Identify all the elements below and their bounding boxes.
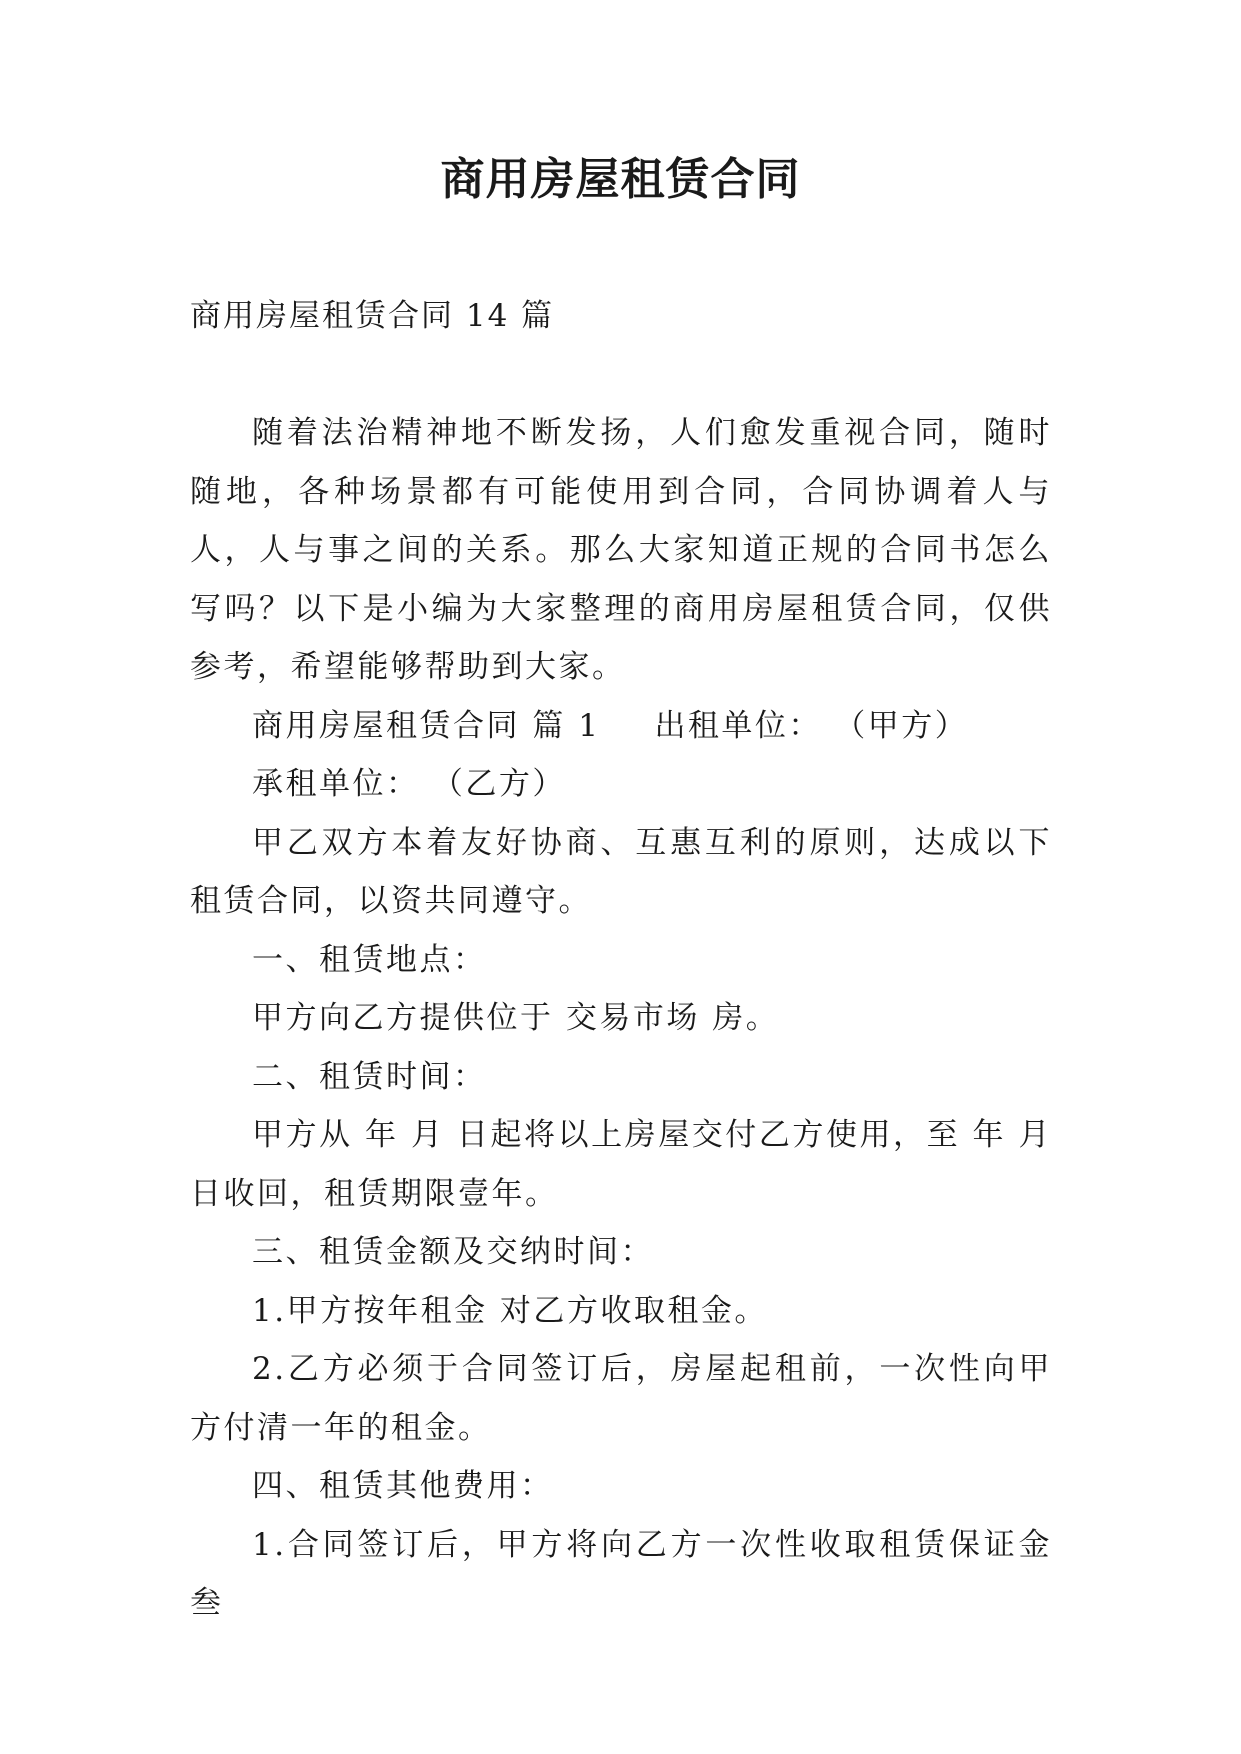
section-4-item-1: 1.合同签订后，甲方将向乙方一次性收取租赁保证金叁 (190, 1526, 1052, 1621)
section-heading-4: 四、租赁其他费用： (252, 1468, 554, 1504)
lessor-label: 出租单位： （甲方） (654, 707, 969, 744)
document-title: 商用房屋租赁合同 (440, 154, 801, 205)
document-body (190, 404, 1052, 1633)
preamble-paragraph: 甲乙双方本着友好协商、互惠互利的原则，达成以下租赁合同，以资共同遵守。 (190, 824, 1052, 919)
section-1-item-1: 甲方向乙方提供位于 交易市场 房。 (252, 1000, 780, 1036)
section-heading-2: 二、租赁时间： (252, 1058, 487, 1095)
document-subtitle: 商用房屋租赁合同 14 篇 (190, 298, 555, 334)
chapter-heading: 商用房屋租赁合同 篇 1 (252, 707, 601, 744)
chapter-heading-line (190, 697, 1052, 756)
section-heading-1: 一、租赁地点： (252, 941, 487, 978)
intro-paragraph: 随着法治精神地不断发扬，人们愈发重视合同，随时随地，各种场景都有可能使用到合同，合同协调着人与人，人与事之间的关系。那么大家知道正规的合同书怎么写吗？以下是小编为大家整理的商用房屋租赁合同，仅供参考，希望能够帮助到大家。 (190, 415, 1052, 685)
section-3-item-1: 1.甲方按年租金 对乙方收取租金。 (252, 1292, 768, 1329)
section-2-item-1: 甲方从 年 月 日起将以上房屋交付乙方使用，至 年 月 日收回，租赁期限壹年。 (190, 1117, 1052, 1212)
lessee-label: 承租单位： （乙方） (252, 766, 566, 802)
section-3-item-2: 2.乙方必须于合同签订后，房屋起租前，一次性向甲方付清一年的租金。 (190, 1351, 1052, 1446)
section-heading-3: 三、租赁金额及交纳时间： (252, 1234, 654, 1270)
